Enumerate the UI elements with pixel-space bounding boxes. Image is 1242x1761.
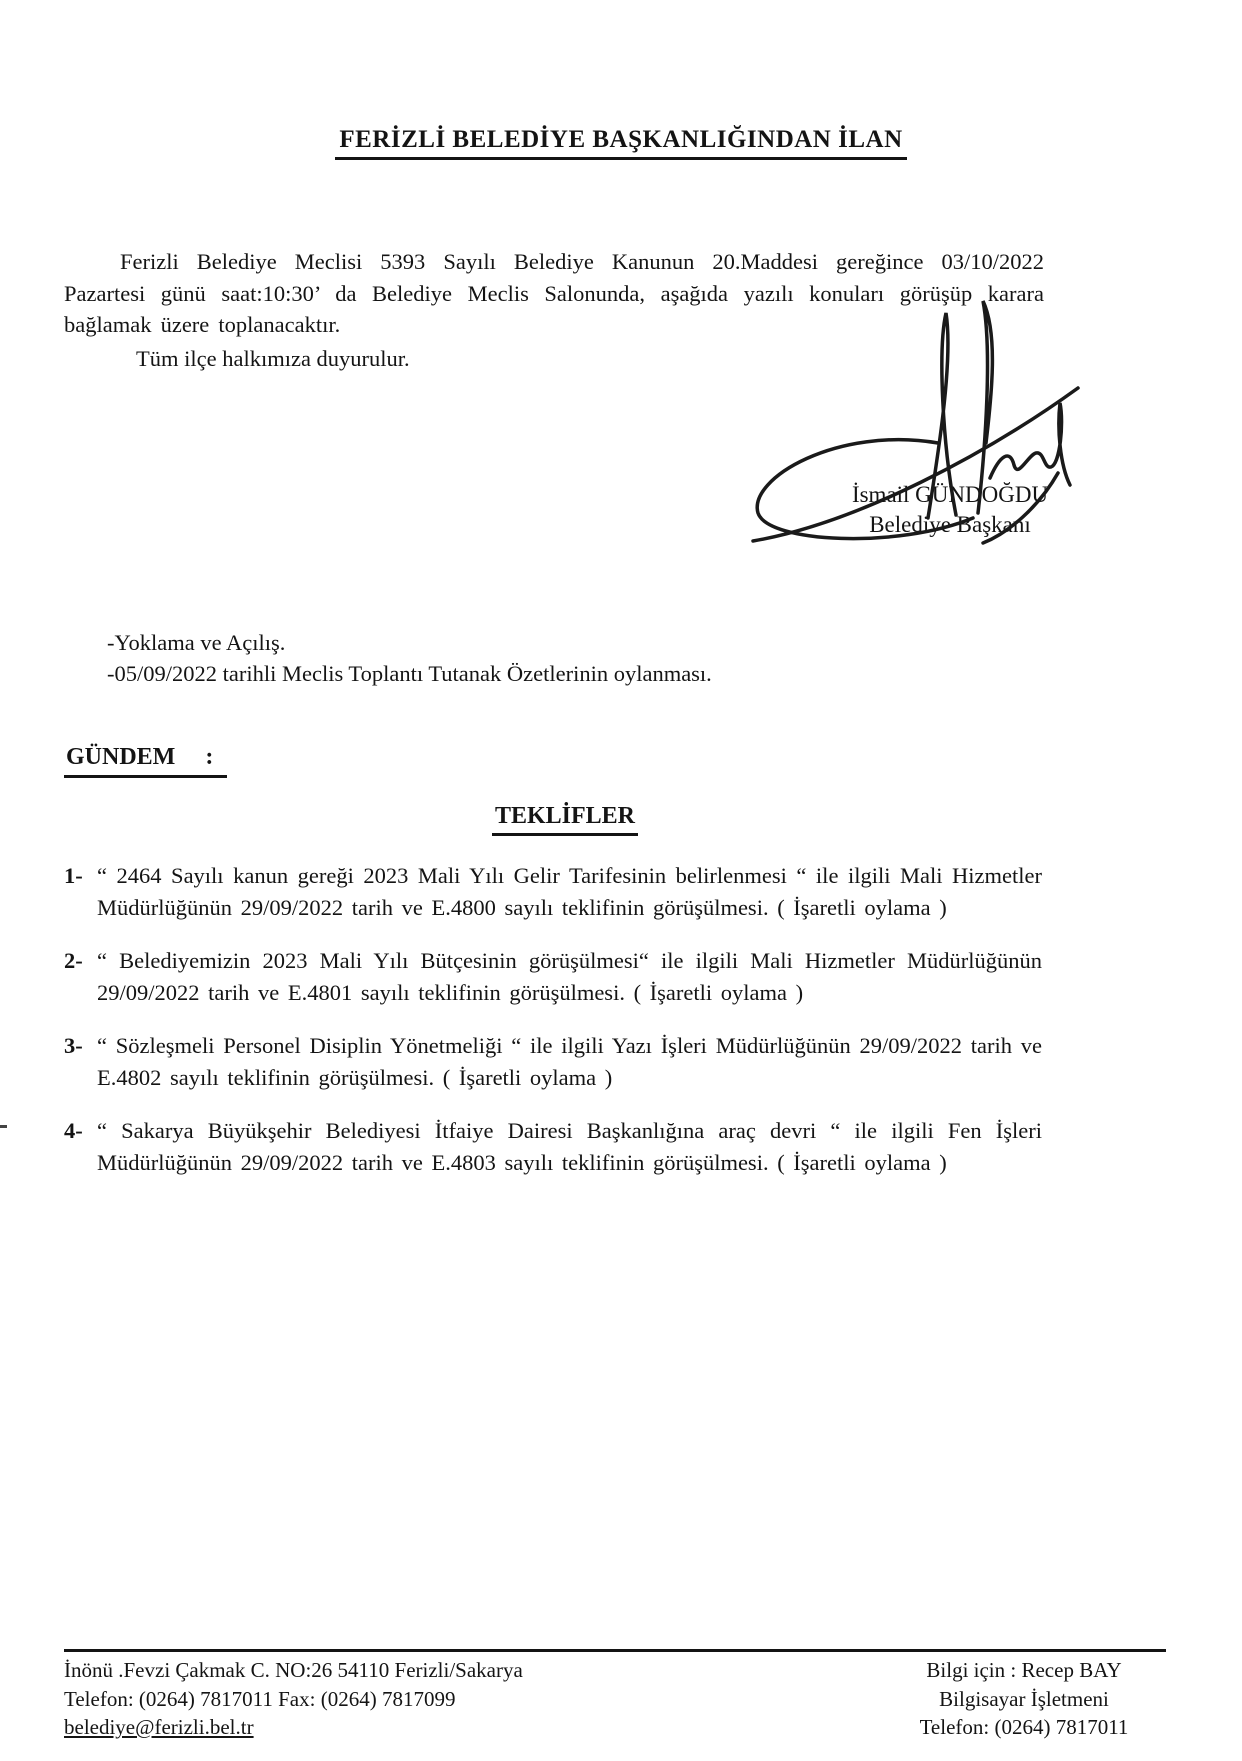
- proposal-item-1: [64, 860, 1042, 923]
- proposal-text: “ Sakarya Büyükşehir Belediyesi İtfaiye Dairesi Başkanlığına araç devri “ ile ilgili Fen İşleri Müdürlüğünün 29/09/2022 tarih ve E.4803 sayılı teklifinin görüşülmesi. ( İşaretli oylama ): [97, 1118, 1042, 1175]
- proposal-item-4: [64, 1115, 1042, 1178]
- footer-address: İnönü .Fevzi Çakmak C. NO:26 54110 Ferizli/Sakarya: [64, 1658, 523, 1682]
- proposals-heading: [64, 803, 1066, 836]
- agenda-heading-colon: :: [205, 744, 214, 770]
- proposal-number: 4-: [64, 1118, 83, 1143]
- proposals-heading-text: TEKLİFLER: [492, 803, 638, 836]
- footer-contact-left: [64, 1656, 523, 1742]
- proposal-number: 2-: [64, 948, 83, 973]
- footer-info-phone: Telefon: (0264) 7817011: [919, 1715, 1129, 1739]
- preliminary-item: -Yoklama ve Açılış.: [107, 630, 286, 655]
- preliminary-items: [107, 627, 712, 689]
- handwritten-signature-icon: [728, 293, 1090, 551]
- footer-info-contact: Bilgi için : Recep BAY: [926, 1658, 1122, 1682]
- document-title-text: FERİZLİ BELEDİYE BAŞKANLIĞINDAN İLAN: [335, 126, 906, 160]
- proposal-text: “ Belediyemizin 2023 Mali Yılı Bütçesinin görüşülmesi“ ile ilgili Mali Hizmetler Müdürlüğünün 29/09/2022 tarih ve E.4801 sayılı teklifinin görüşülmesi. ( İşaretli oylama ): [97, 948, 1042, 1005]
- proposal-item-2: [64, 945, 1042, 1008]
- email-link[interactable]: belediye@ferizli.bel.tr: [64, 1715, 254, 1739]
- footer-phone-fax: Telefon: (0264) 7817011 Fax: (0264) 7817099: [64, 1686, 456, 1711]
- signer-name: İsmail GÜNDOĞDU: [851, 482, 1049, 507]
- proposal-text: “ 2464 Sayılı kanun gereği 2023 Mali Yılı Gelir Tarifesinin belirlenmesi “ ile ilgili Mali Hizmetler Müdürlüğünün 29/09/2022 tarih ve E.4800 sayılı teklifinin görüşülmesi. ( İşaretli oylama ): [97, 863, 1042, 920]
- footer-divider: [64, 1649, 1166, 1652]
- footer-contact-right: [856, 1656, 1192, 1742]
- document-title: [0, 126, 1242, 160]
- proposal-text: “ Sözleşmeli Personel Disiplin Yönetmeliği “ ile ilgili Yazı İşleri Müdürlüğünün 29/09/2022 tarih ve E.4802 sayılı teklifinin görüşülmesi. ( İşaretli oylama ): [97, 1033, 1042, 1090]
- intro-paragraph: Ferizli Belediye Meclisi 5393 Sayılı Belediye Kanunun 20.Maddesi gereğince 03/10/2022 Pazartesi günü saat:10:30’ da Belediye Meclis Salonunda, aşağıda yazılı konuları görüşüp karara bağlamak üzere toplanacaktır.: [64, 249, 1044, 337]
- announcement-line: Tüm ilçe halkımıza duyurulur.: [136, 346, 410, 371]
- footer-info-role: Bilgisayar İşletmeni: [939, 1686, 1109, 1711]
- agenda-heading-text: GÜNDEM: [66, 744, 176, 770]
- scan-artifact-mark: [0, 1125, 7, 1128]
- agenda-heading: [64, 744, 227, 778]
- signer-title: Belediye Başkanı: [869, 512, 1031, 537]
- proposal-item-3: [64, 1030, 1042, 1093]
- preliminary-item: -05/09/2022 tarihli Meclis Toplantı Tutanak Özetlerinin oylanması.: [107, 661, 712, 686]
- proposal-number: 3-: [64, 1033, 83, 1058]
- proposal-number: 1-: [64, 863, 83, 888]
